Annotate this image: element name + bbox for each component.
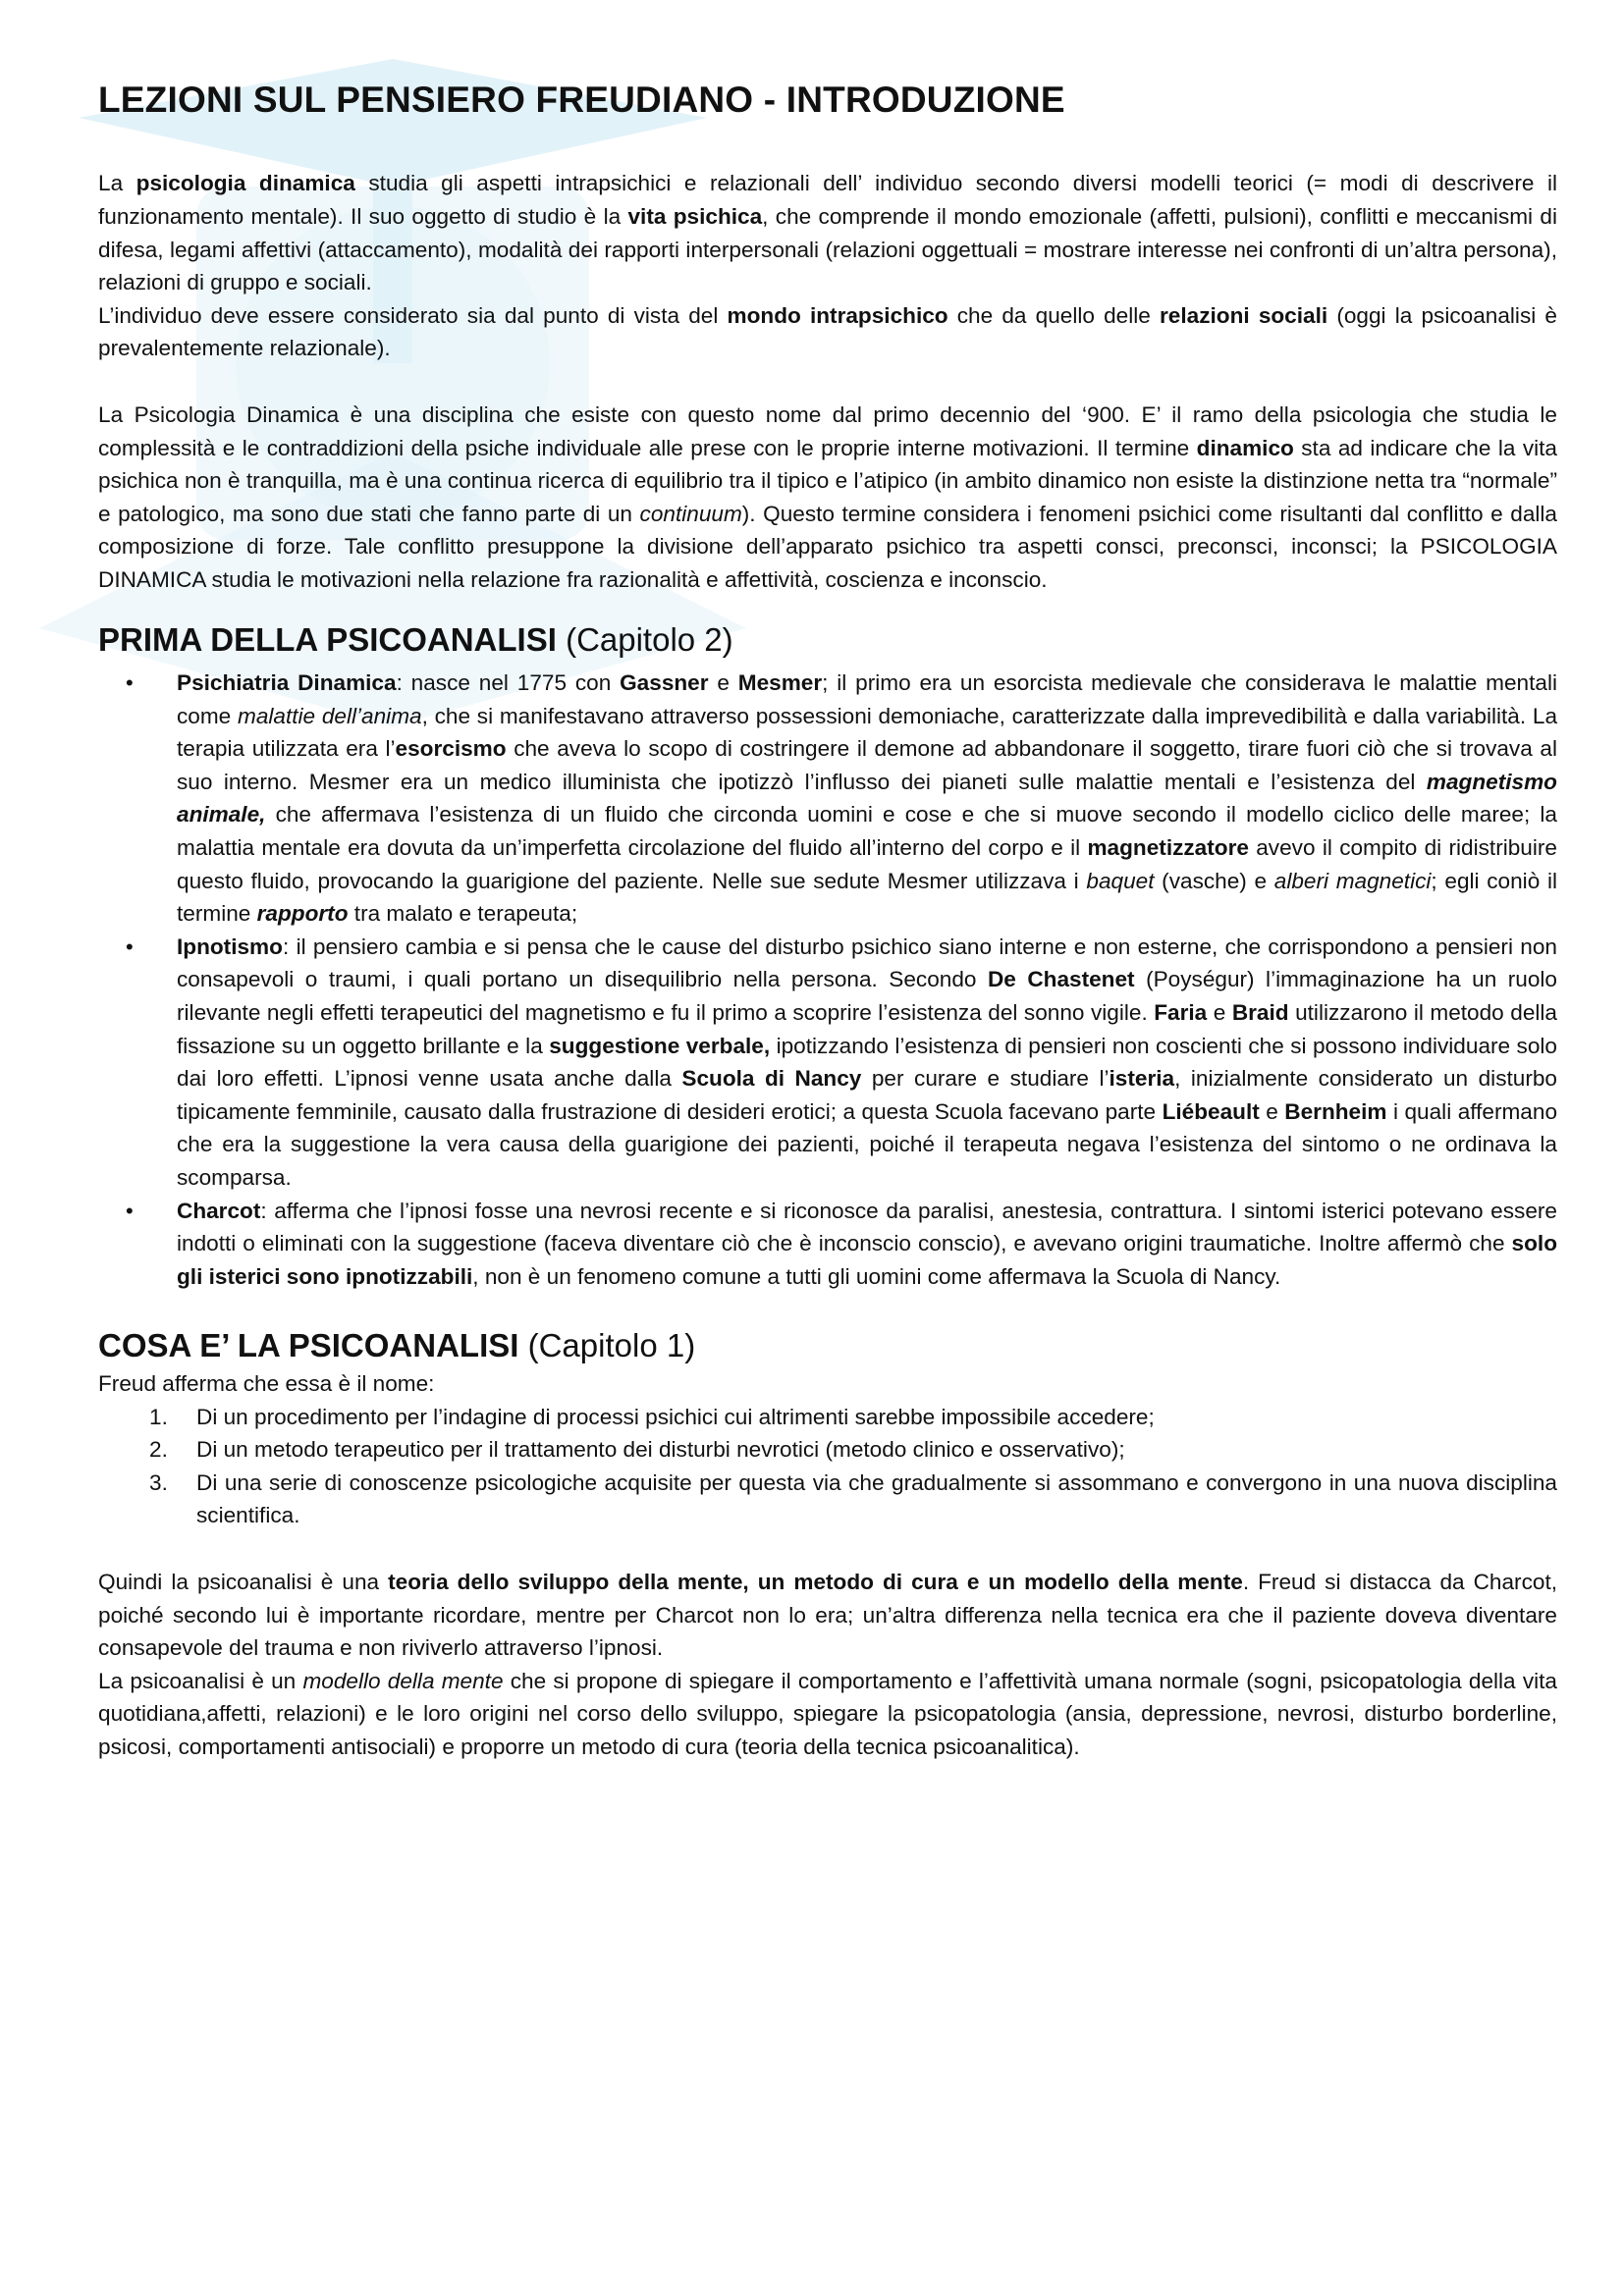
list-number: 1. (149, 1404, 168, 1429)
list-item (98, 667, 1557, 931)
list-item (98, 1195, 1557, 1294)
list-item-text: Charcot: afferma che l’ipnosi fosse una nevrosi recente e si riconosce da paralisi, anestesia, contrattura. I sintomi isterici potevano essere indotti o eliminati con la suggestione (faceva diventare ciò che è inconscio conscio), e avevano origini traumatiche. Inoltre affermò che solo gli isterici sono ipnotizzabili, non è un fenomeno comune a tutti gli uomini come affermava la Scuola di Nancy. (177, 1198, 1557, 1289)
list-item (98, 1467, 1557, 1532)
bullet-icon: • (126, 670, 134, 696)
list-item-text: Psichiatria Dinamica: nasce nel 1775 con Gassner e Mesmer; il primo era un esorcista medievale che considerava le malattie mentali come malattie dell’anima, che si manifestavano attraverso possessioni demoniache, caratterizzate dalla imprevedibilità e dalla variabilità. La terapia utilizzata era l’esorcismo che aveva lo scopo di costringere il demone ad abbandonare il soggetto, tirare fuori ciò che si trovava al suo interno. Mesmer era un medico illuminista che ipotizzò l’influsso dei pianeti sulle malattie mentali e l’esistenza del magnetismo animale, che affermava l’esistenza di un fluido che circonda uomini e cose e che si muove secondo il modello ciclico delle maree; la malattia mentale era dovuta da un’imperfetta circolazione del fluido all’interno del corpo e il magnetizzatore avevo il compito di ridistribuire questo fluido, provocando la guarigione del paziente. Nelle sue sedute Mesmer utilizzava i baquet (vasche) e alberi magnetici; egli coniò il termine rapporto tra malato e terapeuta; (177, 670, 1558, 927)
list-number: 2. (149, 1437, 168, 1463)
paragraph-modello: La psicoanalisi è un modello della mente che si propone di spiegare il comportamento e l’affettività umana normale (sogni, psicopatologia della vita quotidiana,affetti, relazioni) e le loro origini nel corso dello sviluppo, spiegare la psicopatologia (ansia, depressione, nevrosi, disturbo borderline, psicosi, comportamenti antisociali) e proporre un metodo di cura (teoria della tecnica psicoanalitica). (98, 1668, 1557, 1759)
list-item (98, 931, 1557, 1195)
document-page (98, 79, 1557, 1764)
list-item (98, 1401, 1557, 1434)
bullet-icon: • (126, 1198, 134, 1223)
list-number: 3. (149, 1469, 168, 1495)
intro-paragraph-3: La Psicologia Dinamica è una disciplina che esiste con questo nome dal primo decennio del ‘900. E’ il ramo della psicologia che studia le complessità e le contraddizioni della psiche individuale alle prese con le proprie interne motivazioni. Il termine dinamico sta ad indicare che la vita psichica non è tranquilla, ma è una continua ricerca di equilibrio tra il tipico e l’atipico (in ambito dinamico non esiste la distinzione netta tra “normale” e patologico, ma sono due stati che fanno parte di un continuum). Questo termine considera i fenomeni psichici come risultanti dal conflitto e dalla composizione di forze. Tale conflitto presuppone la divisione dell’apparato psichico tra aspetti consci, preconsci, inconsci; la PSICOLOGIA DINAMICA studia le motivazioni nella relazione fra razionalità e affettività, coscienza e inconscio. (98, 401, 1557, 592)
section-lead: Freud afferma che essa è il nome: (98, 1370, 435, 1396)
section-heading-text: PRIMA DELLA PSICOANALISI (98, 620, 557, 658)
section-heading-prima (98, 620, 1557, 660)
section-heading-cosa (98, 1326, 1557, 1365)
list-item (98, 1433, 1557, 1467)
list-item-text: Ipnotismo: il pensiero cambia e si pensa che le cause del disturbo psichico siano interne e non esterne, che corrispondono a pensieri non consapevoli o traumi, i quali portano un disequilibrio nella persona. Secondo De Chastenet (Poységur) l’immaginazione ha un ruolo rilevante negli effetti terapeutici del magnetismo e fu il primo a scoprire l’esistenza del sonno vigile. Faria e Braid utilizzarono il metodo della fissazione su un oggetto brillante e la suggestione verbale, ipotizzando l’esistenza di pensieri non coscienti che si possono individuare solo dai loro effetti. L’ipnosi venne usata anche dalla Scuola di Nancy per curare e studiare l’isteria, inizialmente considerato un disturbo tipicamente femminile, causato dalla frustrazione di desideri erotici; a questa Scuola facevano parte Liébeault e Bernheim i quali affermano che era la suggestione la vera causa della guarigione dei pazienti, poiché il terapeuta negava l’esistenza del sintomo o ne ordinava la scomparsa. (177, 934, 1558, 1191)
paragraph-quindi: Quindi la psicoanalisi è una teoria dello sviluppo della mente, un metodo di cura e un modello della mente. Freud si distacca da Charcot, poiché secondo lui è importante ricordare, mentre per Charcot non lo era; un’altra differenza nella tecnica era che il paziente doveva diventare consapevole del trauma e non riviverlo attraverso l’ipnosi. (98, 1569, 1557, 1661)
document-title: LEZIONI SUL PENSIERO FREUDIANO - INTRODUZIONE (98, 80, 1065, 120)
section-chapter: (Capitolo 2) (556, 620, 733, 658)
bullet-list (98, 667, 1557, 1293)
list-item-text: Di un metodo terapeutico per il trattamento dei disturbi nevrotici (metodo clinico e osservativo); (196, 1437, 1125, 1463)
section-heading-text: COSA E’ LA PSICOANALISI (98, 1327, 519, 1364)
list-item-text: Di una serie di conoscenze psicologiche acquisite per questa via che gradualmente si assommano e convergono in una nuova disciplina scientifica. (196, 1469, 1557, 1528)
numbered-list (98, 1401, 1557, 1532)
intro-paragraph-2: L’individuo deve essere considerato sia dal punto di vista del mondo intrapsichico che da quello delle relazioni sociali (oggi la psicoanalisi è prevalentemente relazionale). (98, 302, 1557, 361)
section-chapter: (Capitolo 1) (518, 1327, 696, 1364)
bullet-icon: • (126, 934, 134, 959)
intro-paragraph-1: La psicologia dinamica studia gli aspetti intrapsichici e relazionali dell’ individuo secondo diversi modelli teorici (= modi di descrivere il funzionamento mentale). Il suo oggetto di studio è la vita psichica, che comprende il mondo emozionale (affetti, pulsioni), conflitti e meccanismi di difesa, legami affettivi (attaccamento), modalità dei rapporti interpersonali (relazioni oggettuali = mostrare interesse nei confronti di un’altra persona), relazioni di gruppo e sociali. (98, 171, 1557, 295)
list-item-text: Di un procedimento per l’indagine di processi psichici cui altrimenti sarebbe impossibile accedere; (196, 1404, 1155, 1429)
